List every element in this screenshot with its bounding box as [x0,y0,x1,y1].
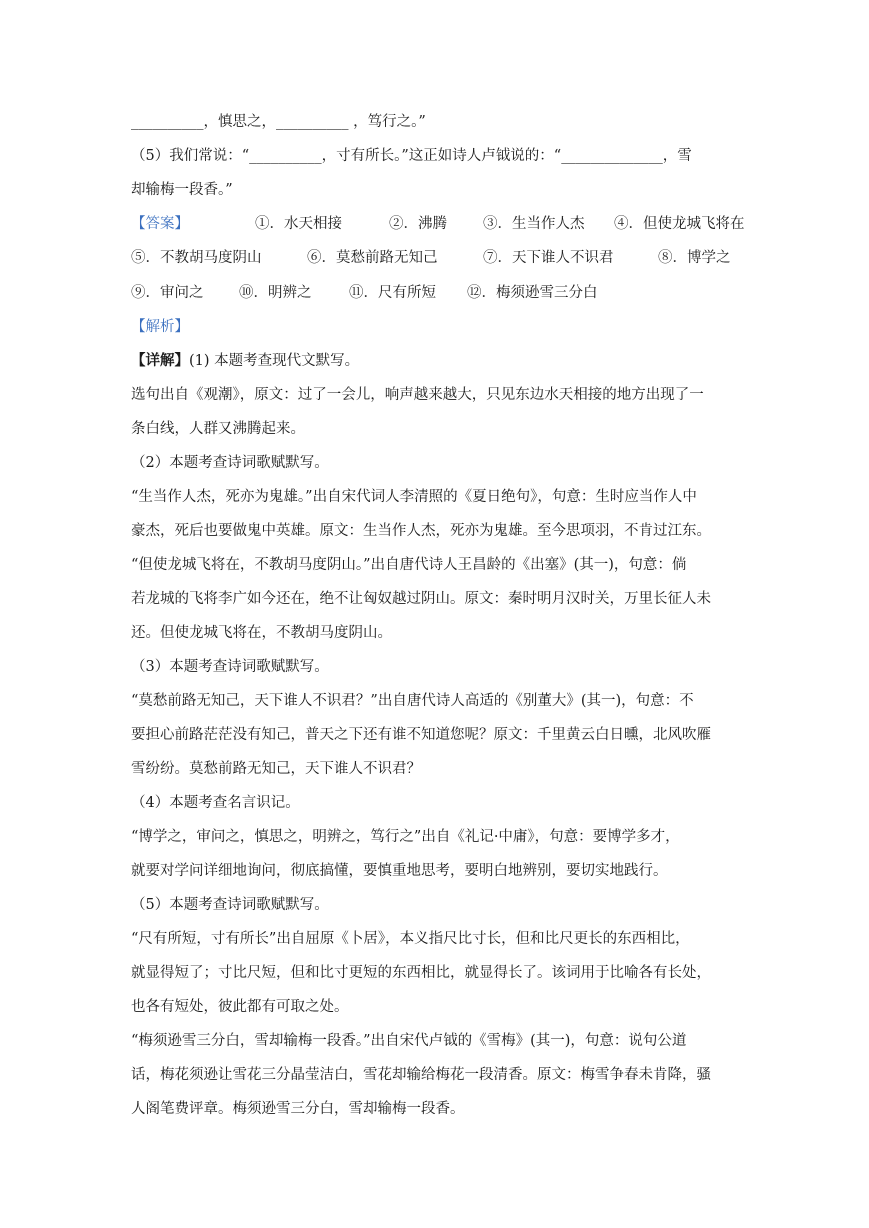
paragraph-line: “梅须逊雪三分白，雪却输梅一段香。”出自宋代卢钺的《雪梅》(其一)，句意：说句公道 [131,1033,687,1049]
answer-item: ②．沸腾 [389,216,447,232]
paragraph-line: 若龙城的飞将李广如今还在，绝不让匈奴越过阴山。原文：秦时明月汉时关，万里长征人未 [131,591,711,607]
answer-item: ④．但使龙城飞将在 [614,216,745,232]
section-heading: （3）本题考查诗词歌赋默写。 [131,659,329,675]
paragraph-line: 雪纷纷。莫愁前路无知己，天下谁人不识君？ [131,761,421,777]
answer-item: ⑧．博学之 [658,250,731,266]
answer-item: ⑤．不教胡马度阴山 [131,250,262,266]
detail-line [131,351,359,371]
answer-item: ⑥．莫愁前路无知己 [307,250,438,266]
paragraph-line: 就显得短了；寸比尺短，但和比寸更短的东西相比，就显得长了。该词用于比喻各有长处， [131,965,711,981]
paragraph-line: “尺有所短，寸有所长”出自屈原《卜居》，本义指尺比寸长，但和比尺更长的东西相比， [131,931,690,947]
analysis-label: 【解析】 [131,319,189,335]
paragraph-line: 豪杰，死后也要做鬼中英雄。原文：生当作人杰，死亦为鬼雄。至今思项羽，不肯过江东。 [131,523,711,539]
paragraph-line: 还。但使龙城飞将在，不教胡马度阴山。 [131,625,392,641]
answer-item: ⑩．明辨之 [239,285,312,301]
paragraph-line: 就要对学问详细地询问，彻底搞懂，要慎重地思考，要明白地辨别，要切实地践行。 [131,863,668,879]
paragraph-line: “莫愁前路无知己，天下谁人不识君？”出自唐代诗人高适的《别董大》(其一)，句意：不 [131,693,694,709]
paragraph-line: “生当作人杰，死亦为鬼雄。”出自宋代词人李清照的《夏日绝句》，句意：生时应当作人中 [131,489,697,505]
section-heading: （4）本题考查名言识记。 [131,795,300,811]
answer-item: ①．水天相接 [255,216,342,232]
paragraph-line: “博学之，审问之，慎思之，明辨之，笃行之”出自《礼记·中庸》，句意：要博学多才， [131,829,680,845]
paragraph-line: 人阁笔费评章。梅须逊雪三分白，雪却输梅一段香。 [131,1101,465,1117]
answer-item: ⑦．天下谁人不识君 [483,250,614,266]
question-5-line: （5）我们常说：“__________，寸有所长。”这正如诗人卢钺说的：“______________，雪 [131,148,692,164]
answer-label: 【答案】 [131,216,189,232]
paragraph-line: 话，梅花须逊让雪花三分晶莹洁白，雪花却输给梅花一段清香。原文：梅雪争春未肯降，骚 [131,1067,711,1083]
paragraph-line: “但使龙城飞将在，不教胡马度阴山。”出自唐代诗人王昌龄的《出塞》(其一)，句意：倘 [131,557,687,573]
question-5-line-cont: 却输梅一段香。” [131,182,233,198]
answer-item: ⑪．尺有所短 [349,285,436,301]
fill-blank-line: __________，慎思之，__________ ，笃行之。” [131,114,426,130]
answer-item: ③．生当作人杰 [483,216,585,232]
answer-item: ⑨．审问之 [131,285,204,301]
paragraph-line: 条白线，人群又沸腾起来。 [131,421,305,437]
paragraph-line: 选句出自《观潮》，原文：过了一会儿，响声越来越大，只见东边水天相接的地方出现了一 [131,387,704,403]
paragraph-line: 也各有短处，彼此都有可取之处。 [131,999,349,1015]
answer-item: ⑫．梅须逊雪三分白 [467,285,598,301]
section-heading: （2）本题考查诗词歌赋默写。 [131,455,329,471]
detail-text: (1) 本题考查现代文默写。 [189,353,360,369]
section-heading: （5）本题考查诗词歌赋默写。 [131,897,329,913]
paragraph-line: 要担心前路茫茫没有知己，普天之下还有谁不知道您呢？原文：千里黄云白日曛，北风吹雁 [131,727,711,743]
detail-label: 【详解】 [131,352,189,369]
answer-row-1 [131,214,745,234]
